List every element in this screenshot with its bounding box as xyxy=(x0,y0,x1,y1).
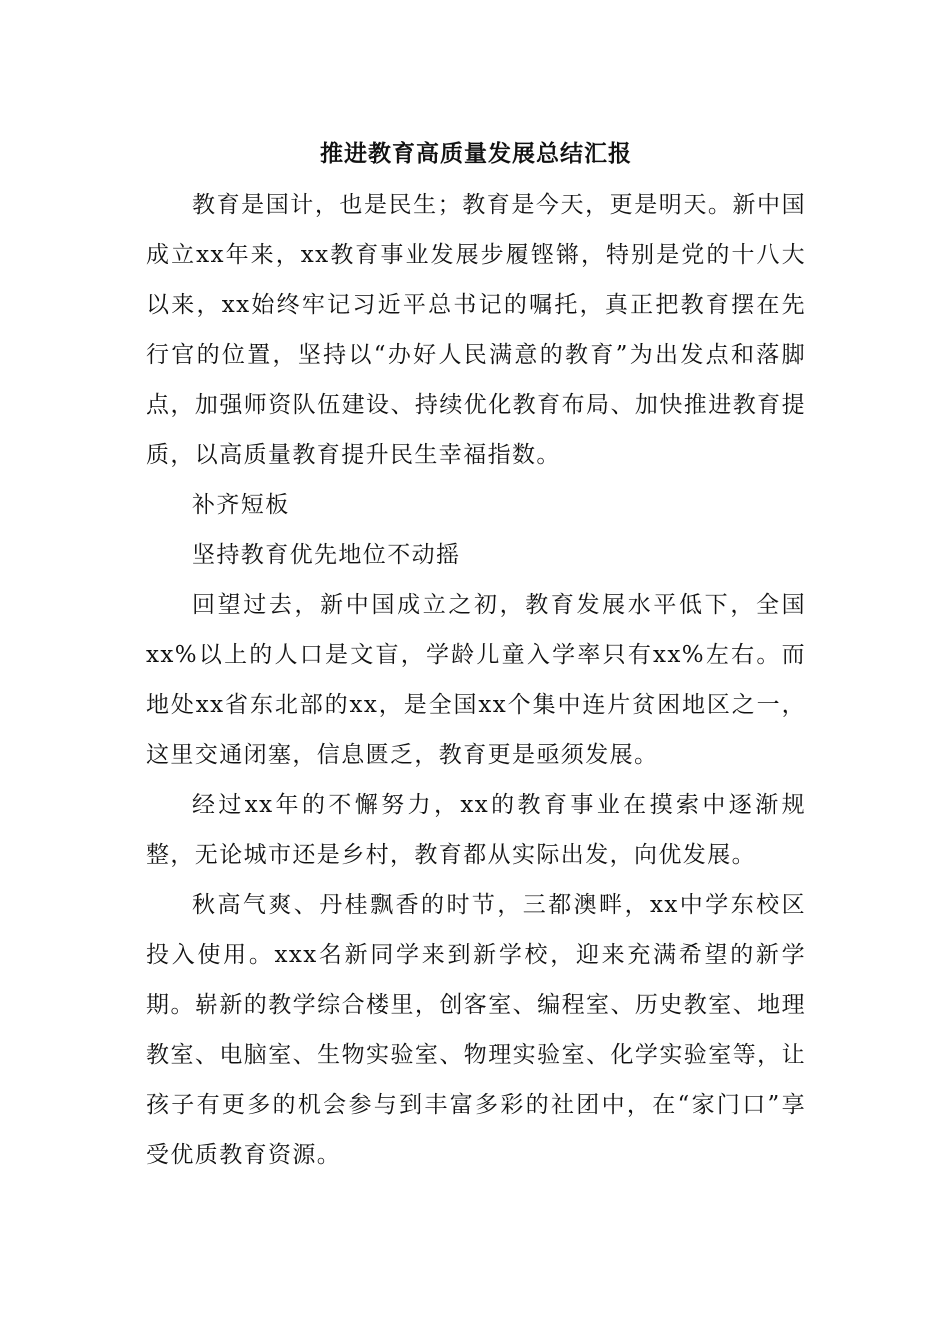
paragraph-new-campus: 秋高气爽、丹桂飘香的时节，三都澳畔，xx中学东校区投入使用。xxx名新同学来到新学校，迎来充满希望的新学期。崭新的教学综合楼里，创客室、编程室、历史教室、地理教室、电脑室、生物实验室、物理实验室、化学实验室等，让孩子有更多的机会参与到丰富多彩的社团中，在“家门口”享受优质教育资源。 xyxy=(146,892,806,1168)
section-heading: 补齐短板 xyxy=(192,492,290,518)
paragraph-history: 回望过去，新中国成立之初，教育发展水平低下，全国xx%以上的人口是文盲，学龄儿童入学率只有xx%左右。而地处xx省东北部的xx，是全国xx个集中连片贫困地区之一，这里交通闭塞，信息匮乏，教育更是亟须发展。 xyxy=(146,592,806,768)
paragraph-intro: 教育是国计，也是民生；教育是今天，更是明天。新中国成立xx年来，xx教育事业发展步履铿锵，特别是党的十八大以来，xx始终牢记习近平总书记的嘱托，真正把教育摆在先行官的位置，坚持以“办好人民满意的教育”为出发点和落脚点，加强师资队伍建设、持续优化教育布局、加快推进教育提质，以高质量教育提升民生幸福指数。 xyxy=(146,192,806,468)
paragraph-progress: 经过xx年的不懈努力，xx的教育事业在摸索中逐渐规整，无论城市还是乡村，教育都从实际出发，向优发展。 xyxy=(146,792,806,868)
document-title: 推进教育高质量发展总结汇报 xyxy=(320,140,632,167)
subsection-heading: 坚持教育优先地位不动摇 xyxy=(192,542,461,568)
document-body xyxy=(146,132,806,1180)
